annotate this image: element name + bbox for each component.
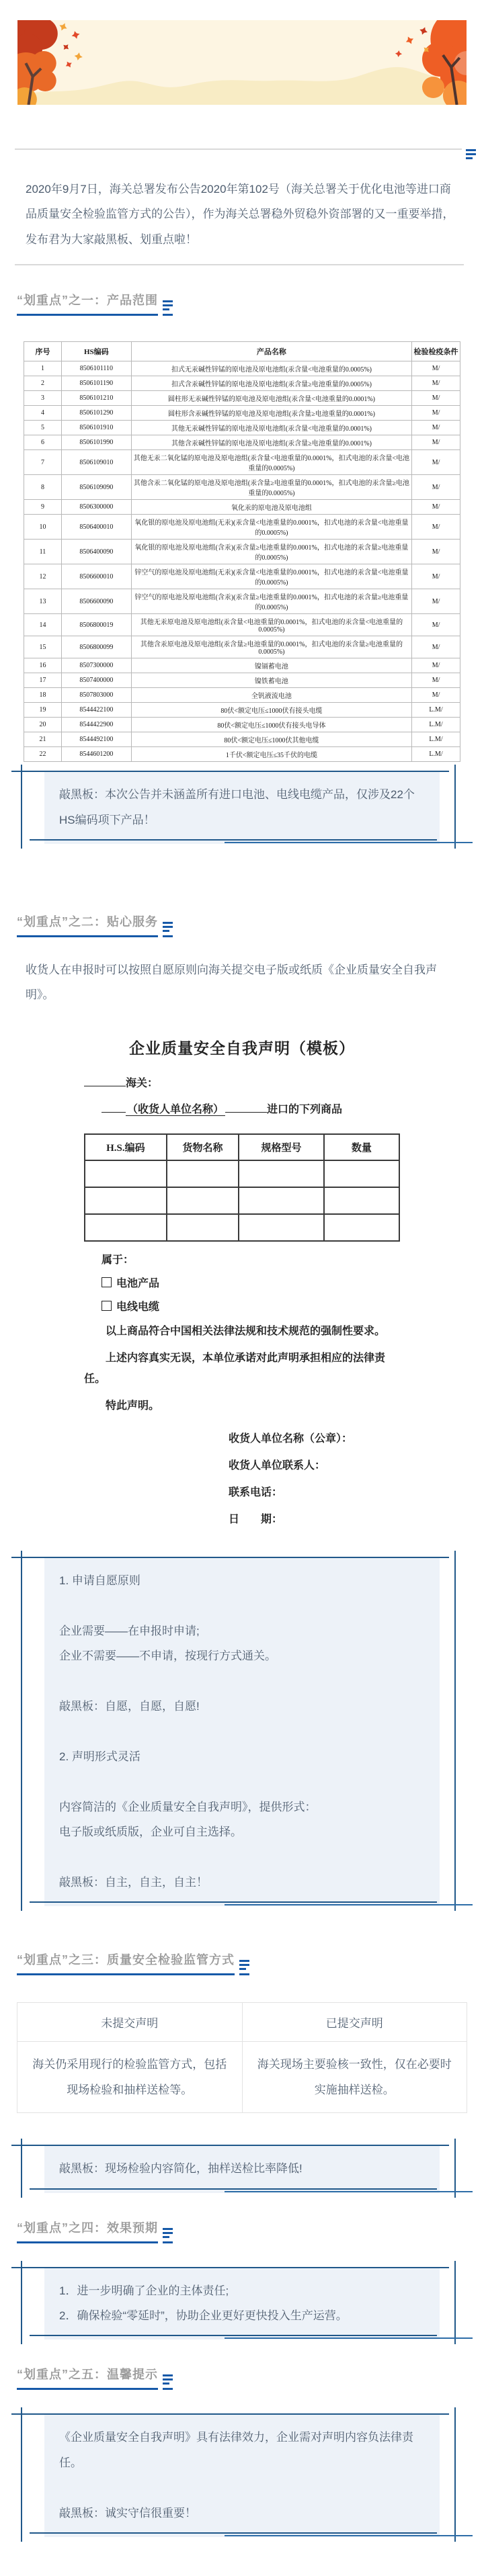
col-header: 数量 bbox=[324, 1134, 399, 1160]
category-checkboxes bbox=[84, 1275, 400, 1314]
section-menu-icon-holder bbox=[239, 1960, 249, 1975]
text-line bbox=[59, 1594, 425, 1619]
text-line: 2. 声明形式灵活 bbox=[59, 1750, 140, 1764]
section-title: “划重点”之五：温馨提示 bbox=[17, 2365, 158, 2390]
doc-paragraph: 以上商品符合中国相关法律法规和技术规范的强制性要求。 bbox=[106, 1325, 386, 1337]
menu-bars-icon bbox=[163, 2374, 173, 2385]
checkbox-label: 电池产品 bbox=[116, 1277, 160, 1289]
frame-line bbox=[21, 2407, 22, 2542]
frame-line bbox=[30, 2335, 437, 2336]
document-title: 企业质量安全自我声明（模板） bbox=[129, 1039, 355, 1057]
col-header: 已提交声明 bbox=[242, 2003, 467, 2042]
text-line bbox=[59, 1845, 425, 1870]
consignee-suffix: 进口的下列商品 bbox=[267, 1103, 343, 1115]
frame-line bbox=[30, 1901, 437, 1903]
autumn-banner-illustration bbox=[17, 20, 467, 105]
table-row: 3 8506101210 圆柱形无汞碱性锌锰的原电池及原电池组(汞含量<电池重量的0.0001%) M/ bbox=[24, 391, 460, 406]
frame-line bbox=[11, 1557, 449, 1558]
goods-table-body bbox=[85, 1160, 399, 1241]
table-row: 20 8544422900 80伏<额定电压≤1000伏有接头电导体 L.M/ bbox=[24, 718, 460, 732]
declaration-template-document bbox=[84, 1036, 400, 1534]
signature-block bbox=[229, 1426, 400, 1533]
col-header: H.S.编码 bbox=[85, 1134, 167, 1160]
autumn-banner-image bbox=[17, 20, 467, 105]
table-row: 11 8506400090 氧化银的原电池及原电池组(含汞)(汞含量≥电池重量的0.0001%，扣式电池的汞含量≥电池重量的0.0005%) M/ bbox=[24, 540, 460, 564]
customs-label: 海关： bbox=[126, 1077, 159, 1089]
frame-line bbox=[225, 2337, 473, 2339]
text-line: 敲黑板：诚实守信很重要！ bbox=[59, 2506, 196, 2520]
text-line bbox=[59, 2475, 425, 2500]
section-title: “划重点”之二：贴心服务 bbox=[17, 912, 158, 937]
menu-bars-icon bbox=[466, 149, 476, 159]
table-row: 21 8544492100 80伏<额定电压≤1000伏其他电缆 L.M/ bbox=[24, 732, 460, 747]
consignee-name-placeholder: （收货人单位名称） bbox=[127, 1103, 225, 1115]
table-row: 海关仍采用现行的检验监管方式，包括现场检验和抽样送检等。 海关现场主要验核一致性，仅在必要时实施抽样送检。 bbox=[17, 2042, 467, 2113]
section-heading-2 bbox=[17, 912, 484, 937]
menu-bars-icon bbox=[239, 1960, 249, 1970]
divider-line bbox=[15, 148, 462, 150]
section-title: “划重点”之三：质量安全检验监管方式 bbox=[17, 1950, 235, 1975]
frame-line bbox=[225, 2535, 473, 2536]
text-line bbox=[59, 1669, 425, 1694]
divider bbox=[15, 264, 464, 265]
service-note-paragraph: 收货人在申报时可以按照自愿原则向海关提交电子版或纸质《企业质量安全自我声明》。 bbox=[26, 963, 437, 1002]
table-row: 18 8507803000 全钒液流电池 M/ bbox=[24, 688, 460, 703]
callout-box bbox=[44, 2145, 440, 2192]
text-line bbox=[59, 1769, 425, 1794]
text-line: 企业需要——在申报时申请; bbox=[59, 1625, 200, 1638]
text-line: 《企业质量安全自我声明》具有法律效力，企业需对声明内容负法律责任。 bbox=[59, 2431, 413, 2469]
table-row bbox=[85, 1187, 399, 1214]
table-row: 13 8506600090 锌空气的原电池及原电池组(含汞)(汞含量≥电池重量的0.0001%，扣式电池的汞含量≥电池重量的0.0005%) M/ bbox=[24, 589, 460, 614]
text-line: 1．进一步明确了企业的主体责任; bbox=[59, 2284, 229, 2297]
checkbox-box-icon bbox=[102, 1301, 112, 1311]
declaration-goods-table bbox=[84, 1133, 400, 1242]
frame-line bbox=[454, 2139, 456, 2197]
frame-line bbox=[11, 2413, 449, 2415]
text-line: 1. 申请自愿原则 bbox=[59, 1574, 140, 1588]
blackboard-callout-4 bbox=[20, 2267, 464, 2340]
blackboard-callout-2 bbox=[20, 1557, 464, 1906]
header-row bbox=[85, 1134, 399, 1160]
product-table-header bbox=[24, 342, 460, 361]
section-heading-4 bbox=[17, 2219, 484, 2243]
blank-underline bbox=[84, 1074, 126, 1086]
consignee-line bbox=[102, 1101, 400, 1116]
text-line: 敲黑板：自愿，自愿，自愿! bbox=[59, 1700, 200, 1713]
product-table-body bbox=[24, 361, 460, 762]
compare-table-header bbox=[17, 2003, 467, 2042]
col-header: 产品名称 bbox=[131, 342, 411, 361]
table-row: 14 8506800019 其他无汞原电池及原电池组(汞含量<电池重量的0.0001%，扣式电池的汞含量<电池重量的0.0005%) M/ bbox=[24, 614, 460, 636]
blackboard-callout-1 bbox=[20, 771, 464, 844]
callout-box bbox=[44, 2267, 440, 2340]
text-line: 日 期： bbox=[229, 1514, 283, 1526]
frame-line bbox=[11, 771, 449, 772]
col-header: 规格型号 bbox=[239, 1134, 323, 1160]
frame-line bbox=[454, 1551, 456, 1911]
table-row: 16 8507300000 镍镉蓄电池 M/ bbox=[24, 658, 460, 673]
section-menu-icon-holder bbox=[163, 2374, 173, 2390]
text-line: 收货人单位名称（公章）： bbox=[229, 1433, 353, 1445]
header-row bbox=[24, 342, 460, 361]
checkbox-box-icon bbox=[102, 1277, 112, 1287]
table-row: 5 8506101910 其他无汞碱性锌锰的原电池及原电池组(汞含量<电池重量的0.0001%) M/ bbox=[24, 421, 460, 435]
table-row: 8 8506109090 其他含汞二氧化锰的原电池及原电池组(汞含量≥电池重量的0.0001%，扣式电池的汞含量≥电池重量的0.0005%) M/ bbox=[24, 475, 460, 500]
compare-table-body bbox=[17, 2042, 467, 2113]
table-row: 22 8544601200 1千伏<额定电压≤35千伏的电缆 L.M/ bbox=[24, 747, 460, 762]
text-line: 2．确保检验“零延时”，协助企业更好更快投入生产运营。 bbox=[59, 2309, 348, 2322]
table-row bbox=[85, 1214, 399, 1241]
header-row bbox=[17, 2003, 467, 2042]
blank-underline bbox=[225, 1101, 267, 1113]
belongs-label: 属于： bbox=[102, 1254, 134, 1266]
menu-bars-icon bbox=[163, 300, 173, 310]
section-heading-3 bbox=[17, 1950, 484, 1975]
col-header: 检验检疫条件 bbox=[412, 342, 460, 361]
text-line: 内容简洁的《企业质量安全自我声明》，提供形式： bbox=[59, 1800, 317, 1813]
section-title: “划重点”之一：产品范围 bbox=[17, 291, 158, 316]
callout-box bbox=[44, 771, 440, 844]
supervision-compare-table bbox=[17, 2002, 467, 2113]
table-row: 9 8506300000 氧化汞的原电池及原电池组 M/ bbox=[24, 500, 460, 515]
frame-line bbox=[225, 2191, 473, 2192]
col-header: 序号 bbox=[24, 342, 62, 361]
table-row: 6 8506101990 其他含汞碱性锌锰的原电池及原电池组(汞含量≥电池重量的0.0001%) M/ bbox=[24, 435, 460, 450]
frame-line bbox=[225, 1904, 473, 1905]
text-line: 联系电话： bbox=[229, 1487, 283, 1499]
top-divider bbox=[15, 145, 476, 159]
text-line: 电子版或纸质版，企业可自主选择。 bbox=[59, 1826, 242, 1839]
table-row: 10 8506400010 氧化银的原电池及原电池组(无汞)(汞含量<电池重量的0.0001%，扣式电池的汞含量<电池重量的0.0005%) M/ bbox=[24, 515, 460, 540]
frame-line bbox=[454, 2261, 456, 2345]
checkbox-label: 电线电缆 bbox=[116, 1301, 160, 1313]
frame-line bbox=[454, 2407, 456, 2542]
table-row bbox=[85, 1160, 399, 1187]
section-menu-icon-holder bbox=[163, 300, 173, 316]
table-row: 15 8506800099 其他含汞原电池及原电池组(汞含量≥电池重量的0.0001%，扣式电池的汞含量≥电池重量的0.0005%) M/ bbox=[24, 636, 460, 658]
text-line: 敲黑板：本次公告并未涵盖所有进口电池、电线电缆产品，仅涉及22个HS编码项下产品！ bbox=[59, 788, 415, 826]
menu-bars-icon bbox=[163, 922, 173, 932]
frame-line bbox=[11, 2145, 449, 2146]
frame-line bbox=[30, 839, 437, 841]
section-menu-icon-holder bbox=[163, 2228, 173, 2243]
frame-line bbox=[21, 2261, 22, 2345]
checkbox-line bbox=[102, 1298, 400, 1314]
doc-paragraph: 上述内容真实无误，本单位承诺对此声明承担相应的法律责任。 bbox=[84, 1353, 386, 1385]
frame-line bbox=[30, 2188, 437, 2190]
doc-paragraph: 特此声明。 bbox=[106, 1400, 160, 1412]
blackboard-callout-5 bbox=[20, 2413, 464, 2537]
table-row: 17 8507400000 镍铁蓄电池 M/ bbox=[24, 673, 460, 688]
blank-underline bbox=[102, 1101, 126, 1113]
frame-line bbox=[21, 765, 22, 849]
table-row: 12 8506600010 锌空气的原电池及原电池组(无汞)(汞含量<电池重量的0.0001%，扣式电池的汞含量<电池重量的0.0005%) M/ bbox=[24, 564, 460, 589]
frame-line bbox=[225, 842, 473, 843]
text-line bbox=[59, 1719, 425, 1744]
callout-box bbox=[44, 2413, 440, 2537]
frame-line bbox=[454, 765, 456, 849]
goods-table-header bbox=[85, 1134, 399, 1160]
frame-line bbox=[21, 1551, 22, 1911]
col-header: HS编码 bbox=[61, 342, 131, 361]
col-header: 未提交声明 bbox=[17, 2003, 243, 2042]
frame-line bbox=[11, 2267, 449, 2268]
checkbox-line bbox=[102, 1275, 400, 1290]
product-scope-table bbox=[24, 341, 460, 762]
section-heading-5 bbox=[17, 2365, 484, 2390]
intro-paragraph: 2020年9月7日，海关总署发布公告2020年第102号（海关总署关于优化电池等进口商品质量安全检验监管方式的公告），作为海关总署稳外贸稳外资部署的又一重要举措，发布君为大家敲黑板、划重点啦！ bbox=[26, 183, 454, 246]
table-row: 4 8506101290 圆柱形含汞碱性锌锰的原电池及原电池组(汞含量≥电池重量的0.0001%) M/ bbox=[24, 406, 460, 421]
table-row: 19 8544422100 80伏<额定电压≤1000伏有接头电缆 L.M/ bbox=[24, 703, 460, 718]
blackboard-callout-3 bbox=[20, 2145, 464, 2192]
section-title: “划重点”之四：效果预期 bbox=[17, 2219, 158, 2243]
text-line: 企业不需要——不申请，按现行方式通关。 bbox=[59, 1649, 276, 1663]
table-row: 7 8506109010 其他无汞二氧化锰的原电池及原电池组(汞含量<电池重量的0.0001%，扣式电池的汞含量<电池重量的0.0005%) M/ bbox=[24, 450, 460, 475]
table-row: 1 8506101110 扣式无汞碱性锌锰的原电池及原电池组(汞含量<电池重量的0.0005%) M/ bbox=[24, 361, 460, 376]
section-menu-icon-holder bbox=[163, 922, 173, 937]
col-header: 货物名称 bbox=[167, 1134, 239, 1160]
frame-line bbox=[21, 2139, 22, 2197]
section-heading-1 bbox=[17, 291, 484, 316]
callout-box bbox=[44, 1557, 440, 1906]
frame-line bbox=[30, 2532, 437, 2534]
text-line: 敲黑板：自主，自主，自主！ bbox=[59, 1875, 208, 1889]
menu-bars-icon bbox=[163, 2228, 173, 2238]
table-row: 2 8506101190 扣式含汞碱性锌锰的原电池及原电池组(汞含量≥电池重量的0.0005%) M/ bbox=[24, 376, 460, 391]
text-line: 收货人单位联系人： bbox=[229, 1460, 326, 1472]
text-line: 敲黑板：现场检验内容简化，抽样送检比率降低! bbox=[59, 2162, 302, 2176]
customs-line bbox=[84, 1074, 400, 1090]
